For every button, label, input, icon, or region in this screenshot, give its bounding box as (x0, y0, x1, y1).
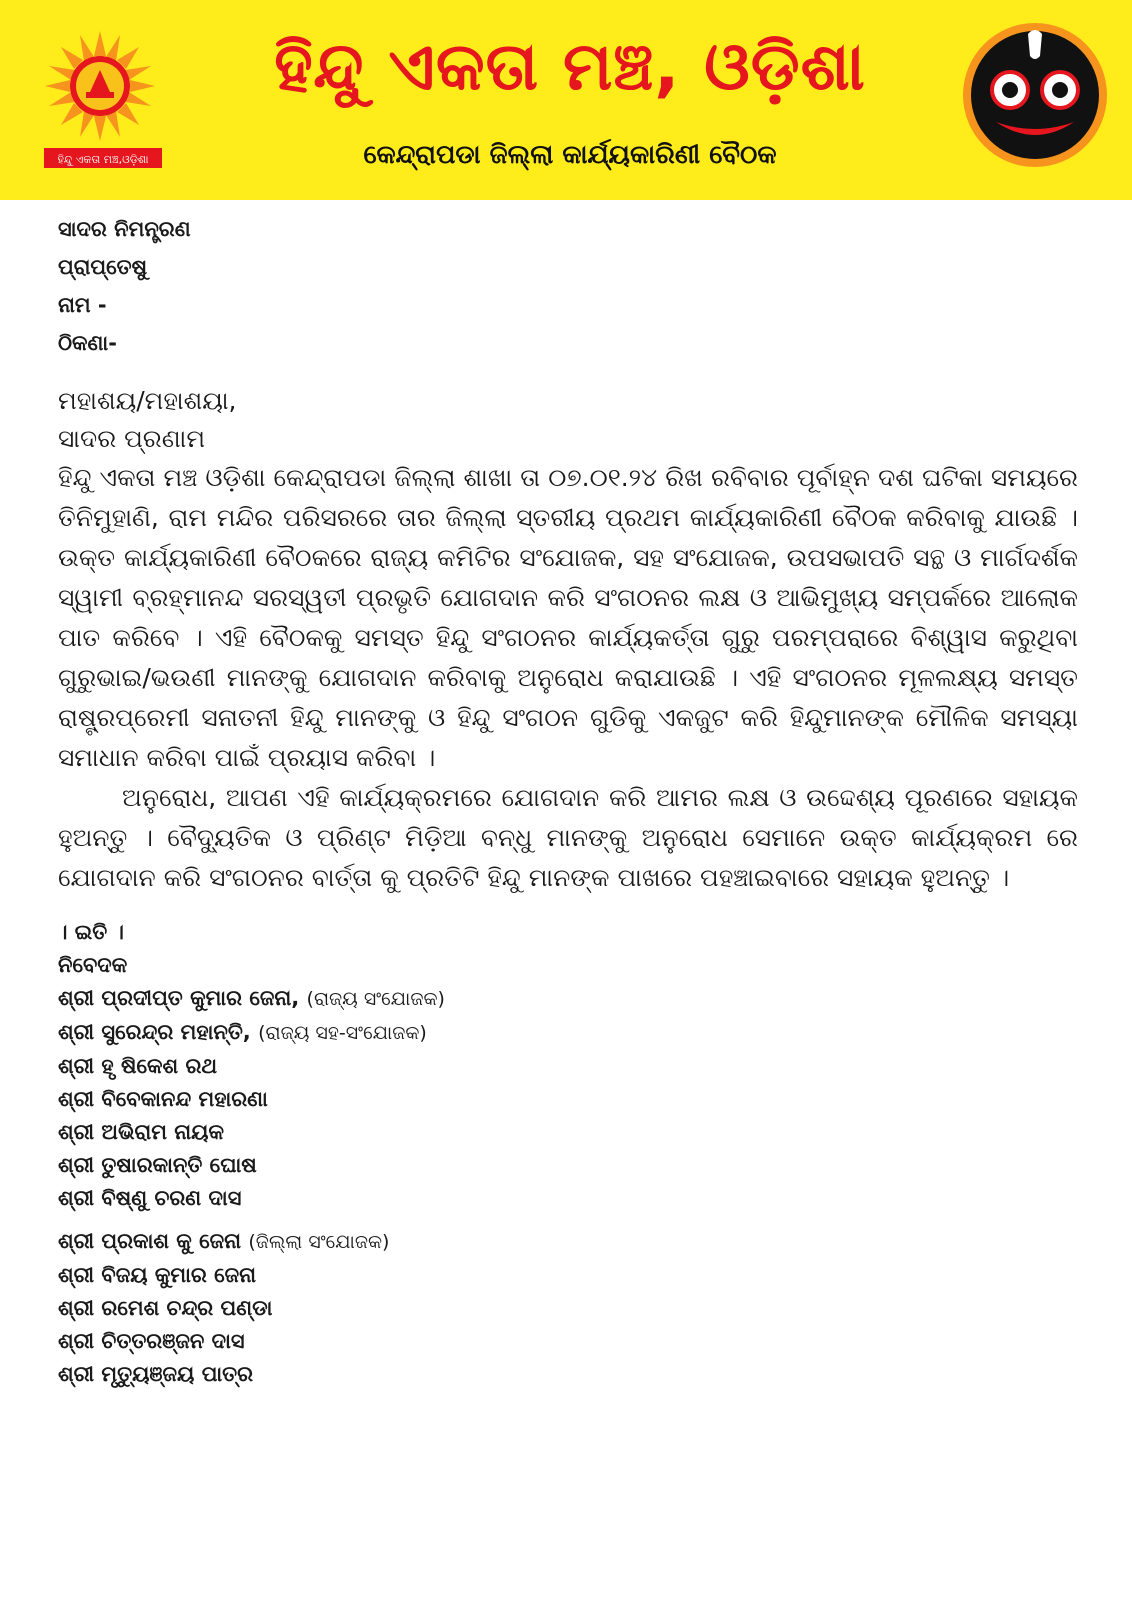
recipient-label: ପ୍ରାପ୍ତେଷୁ (58, 255, 148, 279)
logo-caption: ହିନ୍ଦୁ ଏକତା ମଞ୍ଚ,ଓଡ଼ିଶା (57, 153, 149, 166)
district-signatory: ଶ୍ରୀ ମୃତ୍ୟୁଞ୍ଜୟ ପାତ୍ର (58, 1362, 254, 1386)
sun-emblem-logo (38, 28, 168, 173)
district-signatory: ଶ୍ରୀ ବିଜୟ କୁମାର ଜେନା (58, 1263, 257, 1287)
signature-block (58, 916, 1078, 1391)
district-signatory: ଶ୍ରୀ ଚିତ୍ତରଞ୍ଜନ ଦାସ (58, 1329, 245, 1353)
closing-nivedaka: ନିବେଦକ (58, 953, 128, 977)
district-signatory: ଶ୍ରୀ ରମେଶ ଚନ୍ଦ୍ର ପଣ୍ଡା (58, 1296, 273, 1320)
jagannath-face-icon (960, 20, 1110, 170)
letter-paragraph-2: ଅନୁରୋଧ, ଆପଣ ଏହି କାର୍ଯ୍ୟକ୍ରମରେ ଯୋଗଦାନ କରି ଆମର ଲକ୍ଷ ଓ ଉଦ୍ଦେଶ୍ୟ ପୂରଣରେ ସହାୟକ ହୁଅନ୍ତୁ । ବୈଦ୍ୟୁତିକ ଓ ପ୍ରିଣ୍ଟ ମିଡ଼ିଆ ବନ୍ଧୁ ମାନଙ୍କୁ ଅନୁରୋଧ ସେମାନେ ଉକ୍ତ କାର୍ଯ୍ୟକ୍ରମ ରେ ଯୋଗଦାନ କରି ସଂଗଠନର ବାର୍ତ୍ତା କୁ ପ୍ରତିଟି ହିନ୍ଦୁ ମାନଙ୍କ ପାଖରେ ପହଞ୍ଚାଇବାରେ ସହାୟକ ହୁଅନ୍ତୁ । (58, 783, 1078, 892)
signatory: ଶ୍ରୀ ପ୍ରଦୀପ୍ତ କୁମାର ଜେନା, (ରାଜ୍ୟ ସଂଯୋଜକ) (58, 986, 445, 1010)
signatory: ଶ୍ରୀ ଅଭିରାମ ନାୟକ (58, 1120, 224, 1144)
signatory: ଶ୍ରୀ ତୁଷାରକାନ୍ତି ଘୋଷ (58, 1153, 257, 1177)
organization-title: ହିନ୍ଦୁ ଏକତା ମଞ୍ଚ, ଓଡ଼ିଶା (274, 28, 866, 105)
invitation-line: ସାଦର ନିମନ୍ତ୍ରଣ (58, 217, 191, 241)
address-label: ଠିକଣା- (58, 331, 117, 355)
letterhead-banner (0, 0, 1132, 200)
district-signatory: ଶ୍ରୀ ପ୍ରକାଶ କୁ ଜେନା (ଜିଲ୍ଲା ସଂଯୋଜକ) (58, 1229, 390, 1253)
signatory: ଶ୍ରୀ ହୃ ଷିକେଶ ରଥ (58, 1054, 218, 1078)
signatory: ଶ୍ରୀ ବିଷ୍ଣୁ ଚରଣ ଦାସ (58, 1186, 242, 1210)
letter-paragraph-1: ହିନ୍ଦୁ ଏକତା ମଞ୍ଚ ଓଡ଼ିଶା କେନ୍ଦ୍ରାପଡା ଜିଲ୍ଲା ଶାଖା ତା ୦୭.୦୧.୨୪ ରିଖ ରବିବାର ପୂର୍ବାହ୍ନ ଦଶ ଘଟିକା ସମୟରେ ତିନିମୁହାଣି, ରାମ ମନ୍ଦିର ପରିସରରେ ତାର ଜିଲ୍ଲା ସ୍ତରୀୟ ପ୍ରଥମ କାର୍ଯ୍ୟକାରିଣୀ ବୈଠକ କରିବାକୁ ଯାଉଛି । ଉକ୍ତ କାର୍ଯ୍ୟକାରିଣୀ ବୈଠକରେ ରାଜ୍ୟ କମିଟିର ସଂଯୋଜକ, ସହ ସଂଯୋଜକ, ଉପସଭାପତି ସନ୍ଥ ଓ ମାର୍ଗଦର୍ଶକ ସ୍ୱାମୀ ବ୍ରହ୍ମାନନ୍ଦ ସରସ୍ୱତୀ ପ୍ରଭୃତି ଯୋଗଦାନ କରି ସଂଗଠନର ଲକ୍ଷ ଓ ଆଭିମୁଖ୍ୟ ସମ୍ପର୍କରେ ଆଲୋକ ପାତ କରିବେ । ଏହି ବୈଠକକୁ ସମସ୍ତ ହିନ୍ଦୁ ସଂଗଠନର କାର୍ଯ୍ୟକର୍ତ୍ତା ଗୁରୁ ପରମ୍ପରାରେ ବିଶ୍ୱାସ କରୁଥିବା ଗୁରୁଭାଇ/ଭଉଣୀ ମାନଙ୍କୁ ଯୋଗଦାନ କରିବାକୁ ଅନୁରୋଧ କରାଯାଉଛି । ଏହି ସଂଗଠନର ମୂଳଲକ୍ଷ୍ୟ ସମସ୍ତ ରାଷ୍ଟ୍ରପ୍ରେମୀ ସନାତନୀ ହିନ୍ଦୁ ମାନଙ୍କୁ ଓ ହିନ୍ଦୁ ସଂଗଠନ ଗୁଡିକୁ ଏକଜୁଟ କରି ହିନ୍ଦୁମାନଙ୍କ ମୌଳିକ ସମସ୍ୟା ସମାଧାନ କରିବା ପାଇଁ ପ୍ରୟାସ କରିବା । (58, 463, 1078, 772)
meeting-subtitle: କେନ୍ଦ୍ରାପଡା ଜିଲ୍ଲା କାର୍ଯ୍ୟକାରିଣୀ ବୈଠକ (363, 140, 777, 170)
greeting-pranam: ସାଦର ପ୍ରଣାମ (58, 424, 206, 453)
salutation: ମହାଶୟ/ମହାଶୟା, (58, 386, 237, 415)
signatory: ଶ୍ରୀ ସୁରେନ୍ଦ୍ର ମହାନ୍ତି, (ରାଜ୍ୟ ସହ-ସଂଯୋଜକ) (58, 1020, 427, 1044)
name-label: ନାମ - (58, 293, 107, 317)
closing-iti: । ଇତି । (58, 920, 124, 944)
letter-body (58, 210, 1078, 1391)
signatory: ଶ୍ରୀ ବିବେକାନନ୍ଦ ମହାରଣା (58, 1087, 268, 1111)
